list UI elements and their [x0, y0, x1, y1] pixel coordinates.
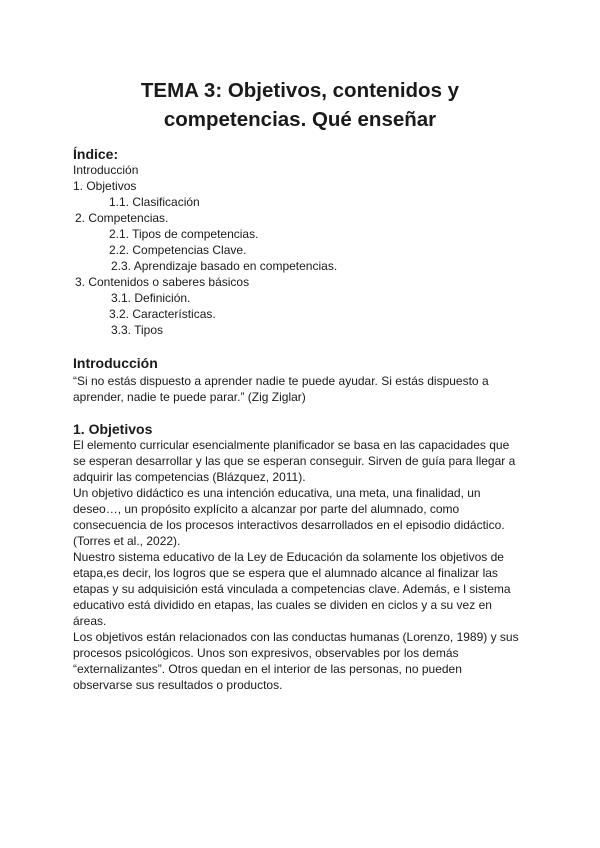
- body-line: procesos psicológicos. Unos son expresivos, observables por los demás: [73, 646, 459, 660]
- body-line: adquirir las competencias (Blázquez, 2011).: [73, 470, 306, 484]
- index-heading: Índice:: [73, 146, 119, 162]
- body-line: Los objetivos están relacionados con las conductas humanas (Lorenzo, 1989) y sus: [73, 630, 519, 644]
- body-line: consecuencia de los procesos interactivos desarrollados en el episodio didáctico.: [73, 518, 505, 532]
- index-item-competencias-clave: 2.2. Competencias Clave.: [109, 243, 247, 257]
- index-item-clasificacion: 1.1. Clasificación: [109, 195, 200, 209]
- body-line: se esperan desarrollar y las que se esperan conseguir. Sirven de guía para llegar a: [73, 454, 516, 468]
- page-title: [60, 76, 540, 134]
- index-item-tipos-competencias: 2.1. Tipos de competencias.: [109, 227, 259, 241]
- index-item-definicion: 3.1. Definición.: [111, 291, 191, 305]
- body-line: El elemento curricular esencialmente planificador se basa en las capacidades que: [73, 438, 510, 452]
- index-item-objetivos: 1. Objetivos: [73, 179, 137, 193]
- body-line: “externalizantes”. Otros quedan en el interior de las personas, no pueden: [73, 662, 462, 676]
- body-line: (Torres et al., 2022).: [73, 534, 181, 548]
- body-line: áreas.: [73, 614, 107, 628]
- index-item-competencias: 2. Competencias.: [75, 211, 169, 225]
- index-item-aprendizaje: 2.3. Aprendizaje basado en competencias.: [111, 259, 338, 273]
- body-line: observarse sus resultados o productos.: [73, 678, 283, 692]
- quote-line: aprender, nadie te puede parar.” (Zig Ziglar): [73, 390, 306, 404]
- objetivos-body: [73, 437, 533, 693]
- introduccion-heading: Introducción: [73, 355, 158, 371]
- body-line: Nuestro sistema educativo de la Ley de Educación da solamente los objetivos de: [73, 550, 504, 564]
- body-line: deseo…, un propósito explícito a alcanzar por parte del alumnado, como: [73, 502, 460, 516]
- quote-line: “Si no estás dispuesto a aprender nadie te puede ayudar. Si estás dispuesto a: [73, 374, 489, 388]
- index-list: [73, 162, 337, 338]
- title-line-1: TEMA 3: Objetivos, contenidos y: [140, 79, 460, 102]
- body-line: etapas y su adquisición está vinculada a competencias clave. Además, e l sistema: [73, 582, 511, 596]
- body-line: etapa,es decir, los logros que se espera que el alumnado alcance al finalizar las: [73, 566, 498, 580]
- body-line: Un objetivo didáctico es una intención educativa, una meta, una finalidad, un: [73, 486, 481, 500]
- objetivos-heading: 1. Objetivos: [73, 421, 153, 437]
- index-item-contenidos: 3. Contenidos o saberes básicos: [75, 275, 250, 289]
- index-item-tipos: 3.3. Tipos: [111, 323, 164, 337]
- title-line-2: competencias. Qué enseñar: [163, 108, 437, 131]
- introduccion-quote: [73, 373, 533, 405]
- index-item-introduccion: Introducción: [73, 163, 139, 177]
- body-line: educativo está dividido en etapas, las cuales se dividen en ciclos y a su vez en: [73, 598, 492, 612]
- index-item-caracteristicas: 3.2. Características.: [109, 307, 216, 321]
